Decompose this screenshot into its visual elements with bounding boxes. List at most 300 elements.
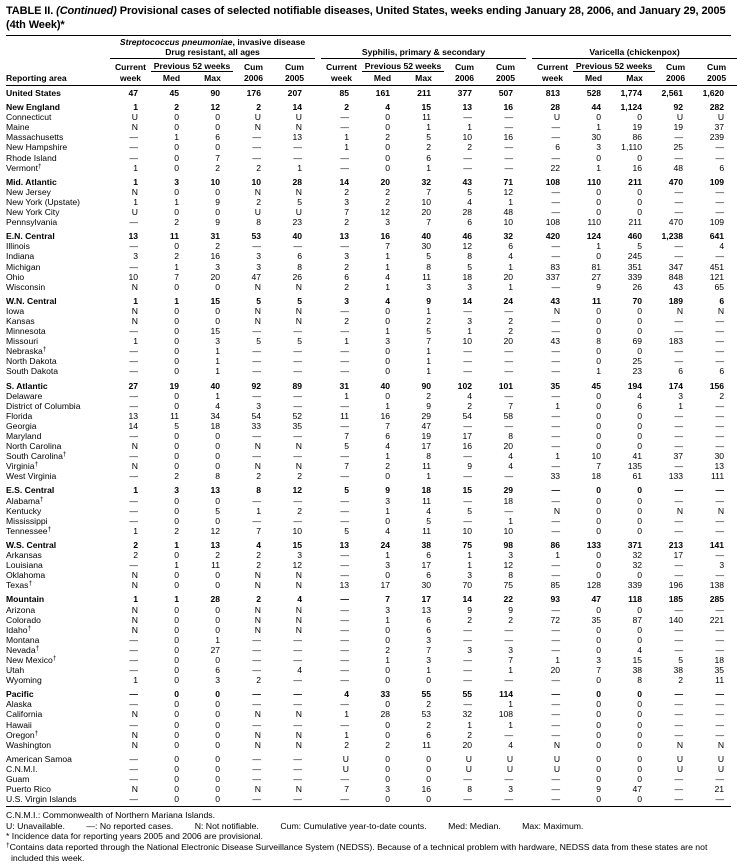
value-cell: 0 (215, 112, 220, 123)
value-cell: N (553, 505, 561, 516)
value-cell: 87 (632, 614, 643, 625)
value-cell: N (131, 709, 138, 720)
col-2005: 2005 (274, 72, 315, 86)
value-cell: 31 (210, 231, 220, 242)
table-row (6, 699, 737, 709)
value-cell: 0 (215, 122, 220, 133)
value-cell: 0 (215, 699, 220, 710)
legend-med: Med: Median. (448, 820, 501, 831)
value-cell: — (252, 132, 261, 143)
value-cell: — (252, 665, 261, 676)
value-cell: 15 (421, 102, 432, 113)
table-row (6, 441, 737, 451)
col-cum: Cum (284, 61, 305, 72)
value-cell: 11 (422, 739, 432, 750)
table-row (6, 187, 737, 197)
value-cell: 0 (596, 400, 602, 411)
value-cell: — (504, 505, 514, 516)
value-cell: — (252, 495, 261, 506)
value-cell: 3 (385, 784, 391, 795)
value-cell: — (293, 356, 303, 367)
reporting-area-label: Illinois (6, 241, 30, 252)
value-cell: 30 (421, 580, 432, 591)
value-cell: 72 (550, 614, 561, 625)
value-cell: — (715, 495, 725, 506)
value-cell: 451 (709, 261, 725, 272)
value-cell: 0 (215, 794, 220, 805)
value-cell: — (293, 515, 303, 526)
value-cell: — (674, 410, 684, 421)
dagger-mark: † (27, 624, 32, 632)
value-cell: 7 (508, 400, 514, 411)
value-cell: — (129, 390, 138, 401)
value-cell: N (254, 784, 261, 795)
value-cell: — (129, 634, 138, 645)
value-cell: — (129, 400, 138, 411)
value-cell: 47 (421, 420, 432, 431)
value-cell: 40 (380, 380, 391, 391)
value-cell: 2 (426, 390, 432, 401)
value-cell: 75 (503, 580, 514, 591)
reporting-area-label: Indiana (6, 251, 35, 262)
value-cell: 70 (462, 580, 473, 591)
value-cell: 8 (256, 217, 261, 228)
value-cell: — (129, 142, 138, 153)
value-cell: — (293, 326, 303, 337)
value-cell: — (129, 774, 138, 784)
value-cell: N (295, 784, 303, 795)
value-cell: 7 (596, 461, 602, 472)
value-cell: 20 (503, 336, 514, 347)
value-cell: 0 (385, 122, 391, 133)
value-cell: 9 (467, 604, 473, 615)
value-cell: 35 (591, 614, 602, 625)
value-cell: 7 (385, 594, 391, 605)
dagger-mark: † (6, 842, 10, 850)
value-cell: 110 (587, 176, 602, 187)
reporting-area-label: Puerto Rico (6, 784, 51, 795)
value-cell: — (551, 709, 561, 720)
col-2005: 2005 (485, 72, 526, 86)
value-cell: 4 (426, 505, 432, 516)
value-cell: N (254, 570, 261, 581)
table-row (6, 112, 737, 122)
value-cell: 3 (426, 634, 432, 645)
value-cell: 19 (421, 431, 432, 441)
dagger-mark: † (47, 525, 52, 533)
value-cell: 124 (586, 231, 602, 242)
footnote-legend (6, 821, 731, 832)
value-cell: — (674, 774, 684, 784)
value-cell: — (293, 794, 303, 805)
reporting-area-label: New England (6, 102, 60, 113)
value-cell: 10 (503, 217, 514, 228)
header-spacer (6, 37, 110, 59)
value-cell: — (551, 699, 561, 710)
value-cell: 0 (385, 729, 391, 740)
value-cell: — (252, 142, 261, 153)
value-cell: — (551, 774, 561, 784)
value-cell: 0 (596, 315, 602, 326)
value-cell: 2 (719, 390, 725, 401)
reporting-area-label: Utah (6, 665, 25, 676)
value-cell: — (504, 162, 514, 173)
table-row (6, 794, 737, 804)
value-cell: 7 (385, 420, 391, 431)
table-row (6, 471, 737, 481)
value-cell: 70 (632, 295, 643, 306)
col-previous-52-weeks: Previous 52 weeks (362, 59, 444, 72)
value-cell: 2 (133, 550, 138, 561)
value-cell: 7 (596, 665, 602, 676)
value-cell: 3 (426, 281, 432, 292)
table-row (6, 306, 737, 316)
value-cell: 2 (174, 251, 179, 262)
reporting-area-label: E.N. Central (6, 231, 55, 242)
value-cell: 183 (668, 336, 684, 347)
reporting-area-label: West Virginia (6, 471, 57, 482)
reporting-area-label: Pacific (6, 689, 34, 700)
value-cell: 1 (385, 654, 391, 665)
value-cell: N (131, 305, 138, 316)
value-cell: 0 (637, 196, 643, 207)
table-row (6, 516, 737, 526)
value-cell: — (252, 515, 261, 526)
value-cell: — (129, 689, 138, 700)
value-cell: 0 (637, 699, 643, 710)
value-cell: — (129, 794, 138, 805)
value-cell: — (674, 441, 684, 452)
value-cell: 1 (555, 451, 561, 462)
value-cell: N (553, 305, 561, 316)
value-cell: 19 (673, 122, 684, 133)
dagger-mark: † (28, 580, 33, 588)
value-cell: — (715, 689, 725, 700)
table-row (6, 645, 737, 655)
value-cell: — (551, 719, 561, 730)
value-cell: 40 (421, 231, 432, 242)
value-cell: N (295, 122, 303, 133)
value-cell: — (252, 699, 261, 710)
value-cell: 0 (174, 624, 179, 635)
value-cell: — (715, 699, 725, 710)
value-cell: 3 (596, 654, 602, 665)
value-cell: 61 (632, 471, 643, 482)
value-cell: N (295, 604, 303, 615)
value-cell: N (254, 186, 261, 197)
value-cell: 1,124 (620, 102, 643, 113)
value-cell: 16 (462, 441, 473, 452)
reporting-area-label: Arkansas (6, 550, 42, 561)
value-cell: 2 (174, 102, 179, 113)
value-cell: 8 (467, 251, 473, 262)
value-cell: 6 (215, 665, 220, 676)
value-cell: 121 (709, 271, 725, 282)
value-cell: N (131, 315, 138, 326)
value-cell: 19 (169, 380, 179, 391)
value-cell: 351 (627, 261, 643, 272)
value-cell: 0 (596, 604, 602, 615)
value-cell: — (674, 356, 684, 367)
strep-name-italic: Streptococcus pneumoniae (119, 37, 233, 47)
value-cell: — (340, 665, 350, 676)
reporting-area-label: New Jersey (6, 186, 51, 197)
value-cell: 0 (174, 719, 179, 730)
table-row (6, 580, 737, 590)
value-cell: 15 (210, 326, 220, 337)
value-cell: 1,620 (702, 88, 725, 98)
reporting-area-label: Mississippi (6, 515, 48, 526)
value-cell: 2 (426, 699, 432, 710)
reporting-area-label: Idaho† (6, 624, 32, 635)
value-cell: — (715, 441, 725, 452)
value-cell: — (551, 485, 561, 496)
value-cell: — (129, 217, 138, 228)
value-cell: 0 (174, 142, 179, 153)
value-cell: 1 (678, 400, 684, 411)
value-cell: N (254, 315, 261, 326)
reporting-area-label: Arizona (6, 604, 36, 615)
value-cell: 52 (292, 410, 303, 421)
value-cell: — (715, 196, 725, 207)
value-cell: 135 (627, 461, 643, 472)
value-cell: — (293, 451, 303, 462)
value-cell: 0 (174, 495, 179, 506)
value-cell: N (131, 614, 138, 625)
value-cell: 2 (256, 675, 261, 686)
value-cell: 0 (637, 485, 643, 496)
value-cell: 0 (637, 794, 643, 805)
value-cell: 0 (637, 346, 643, 357)
value-cell: — (463, 699, 473, 710)
value-cell: — (551, 346, 561, 357)
value-cell: 30 (421, 241, 432, 252)
value-cell: — (504, 112, 514, 123)
reporting-area-label: Nebraska† (6, 346, 47, 357)
reporting-area-label: Wyoming (6, 675, 42, 686)
reporting-area-label: Guam (6, 774, 30, 784)
value-cell: 65 (714, 281, 725, 292)
value-cell: 18 (210, 420, 220, 431)
value-cell: 7 (385, 241, 391, 252)
value-cell: — (674, 251, 684, 262)
value-cell: — (129, 665, 138, 676)
value-cell: 9 (426, 400, 432, 411)
value-cell: 0 (385, 471, 391, 482)
value-cell: 2 (133, 539, 138, 550)
value-cell: 2 (256, 471, 261, 482)
value-cell: — (129, 431, 138, 441)
reporting-area-label: Missouri (6, 336, 38, 347)
value-cell: 55 (462, 689, 473, 700)
value-cell: 13 (210, 485, 220, 496)
value-cell: 9 (385, 485, 391, 496)
value-cell: — (463, 654, 473, 665)
value-cell: — (129, 719, 138, 730)
value-cell: 15 (292, 539, 303, 550)
value-cell: 1 (385, 550, 391, 561)
value-cell: 15 (462, 485, 473, 496)
value-cell: — (674, 729, 684, 740)
value-cell: — (504, 624, 514, 635)
value-cell: 23 (292, 217, 303, 228)
reporting-area-label: Minnesota (6, 326, 46, 337)
value-cell: 0 (426, 774, 432, 784)
value-cell: — (129, 560, 138, 571)
value-cell: 0 (637, 441, 643, 452)
value-cell: 71 (503, 176, 514, 187)
value-cell: — (674, 132, 684, 143)
value-cell: — (504, 675, 514, 686)
strep-name-rest: , invasive disease (232, 37, 306, 47)
value-cell: 0 (215, 580, 220, 591)
value-cell: 1 (385, 326, 391, 337)
value-cell: 0 (596, 634, 602, 645)
reporting-area-label: New Mexico† (6, 654, 57, 665)
value-cell: — (463, 794, 473, 805)
value-cell: 0 (596, 560, 602, 571)
col-previous-52-weeks: Previous 52 weeks (151, 59, 233, 72)
value-cell: — (551, 326, 561, 337)
value-cell: — (551, 315, 561, 326)
value-cell: 9 (215, 217, 220, 228)
value-cell: N (676, 305, 684, 316)
value-cell: — (504, 729, 514, 740)
value-cell: — (674, 719, 684, 730)
value-cell: 24 (380, 539, 391, 550)
value-cell: 0 (596, 305, 602, 316)
value-cell: 14 (339, 176, 350, 187)
value-cell: — (340, 356, 350, 367)
value-cell: — (715, 644, 725, 655)
value-cell: 11 (591, 295, 602, 306)
value-cell: 33 (251, 420, 261, 431)
value-cell: — (715, 315, 725, 326)
value-cell: — (340, 634, 350, 645)
table-row (6, 98, 737, 112)
value-cell: 8 (426, 261, 432, 272)
table-row (6, 391, 737, 401)
value-cell: 460 (627, 231, 643, 242)
value-cell: — (504, 305, 514, 316)
value-cell: 0 (174, 644, 179, 655)
value-cell: 2 (385, 461, 391, 472)
value-cell: — (340, 550, 350, 561)
value-cell: 2 (256, 550, 261, 561)
value-cell: N (295, 281, 303, 292)
value-cell: — (129, 654, 138, 665)
value-cell: 13 (339, 539, 350, 550)
col-current: Current (114, 61, 147, 72)
value-cell: 3 (467, 644, 473, 655)
value-cell: — (293, 634, 303, 645)
value-cell: — (551, 152, 561, 163)
value-cell: 1 (508, 665, 514, 676)
value-cell: 0 (215, 515, 220, 526)
value-cell: — (252, 366, 261, 377)
value-cell: 0 (385, 719, 391, 730)
value-cell: 6 (508, 241, 514, 252)
value-cell: 0 (596, 570, 602, 581)
table-row (6, 764, 737, 774)
value-cell: N (254, 580, 261, 591)
value-cell: 2 (385, 186, 391, 197)
value-cell: 53 (251, 231, 261, 242)
value-cell: 1 (344, 142, 350, 153)
table-row (6, 431, 737, 441)
value-cell: 4 (385, 441, 391, 452)
value-cell: — (551, 675, 561, 686)
value-cell: — (340, 654, 350, 665)
reporting-area-label: North Carolina (6, 441, 62, 452)
value-cell: N (717, 739, 725, 750)
value-cell: 1 (215, 390, 220, 401)
value-cell: 2 (344, 261, 350, 272)
value-cell: — (715, 624, 725, 635)
value-cell: 6 (344, 271, 350, 282)
value-cell: 2 (174, 217, 179, 228)
value-cell: — (129, 261, 138, 272)
value-cell: U (465, 763, 473, 774)
value-cell: 7 (508, 654, 514, 665)
value-cell: N (131, 580, 138, 591)
value-cell: 46 (462, 231, 473, 242)
col-week: week (321, 72, 362, 86)
table-row (6, 197, 737, 207)
value-cell: 3 (297, 550, 303, 561)
value-cell: 13 (714, 461, 725, 472)
value-cell: N (295, 461, 303, 472)
value-cell: 43 (673, 281, 684, 292)
col-cum: Cum (665, 61, 686, 72)
value-cell: — (129, 132, 138, 143)
value-cell: 0 (596, 550, 602, 561)
value-cell: — (551, 281, 561, 292)
value-cell: 38 (673, 665, 684, 676)
value-cell: 33 (550, 471, 561, 482)
value-cell: 0 (637, 505, 643, 516)
value-cell: 0 (215, 763, 220, 774)
value-cell: 5 (678, 654, 684, 665)
table-row (6, 709, 737, 719)
reporting-area-label: Pennsylvania (6, 217, 58, 228)
value-cell: 3 (256, 261, 261, 272)
value-cell: 6 (637, 400, 643, 411)
table-row (6, 496, 737, 506)
value-cell: 37 (714, 122, 725, 133)
value-cell: — (463, 624, 473, 635)
value-cell: 0 (215, 461, 220, 472)
value-cell: 813 (545, 88, 561, 98)
group-header-syphilis: Syphilis, primary & secondary (321, 37, 526, 59)
value-cell: — (463, 675, 473, 686)
value-cell: 3 (678, 390, 684, 401)
value-cell: 0 (385, 356, 391, 367)
value-cell: 3 (174, 485, 179, 496)
value-cell: 7 (344, 431, 350, 441)
value-cell: — (463, 515, 473, 526)
value-cell: U (553, 112, 561, 123)
value-cell: 377 (457, 88, 473, 98)
value-cell: 0 (174, 729, 179, 740)
value-cell: 211 (628, 176, 643, 187)
value-cell: — (129, 505, 138, 516)
table-row (6, 750, 737, 764)
value-cell: — (293, 675, 303, 686)
value-cell: 13 (421, 604, 432, 615)
value-cell: 11 (422, 525, 432, 536)
table-row (6, 550, 737, 560)
